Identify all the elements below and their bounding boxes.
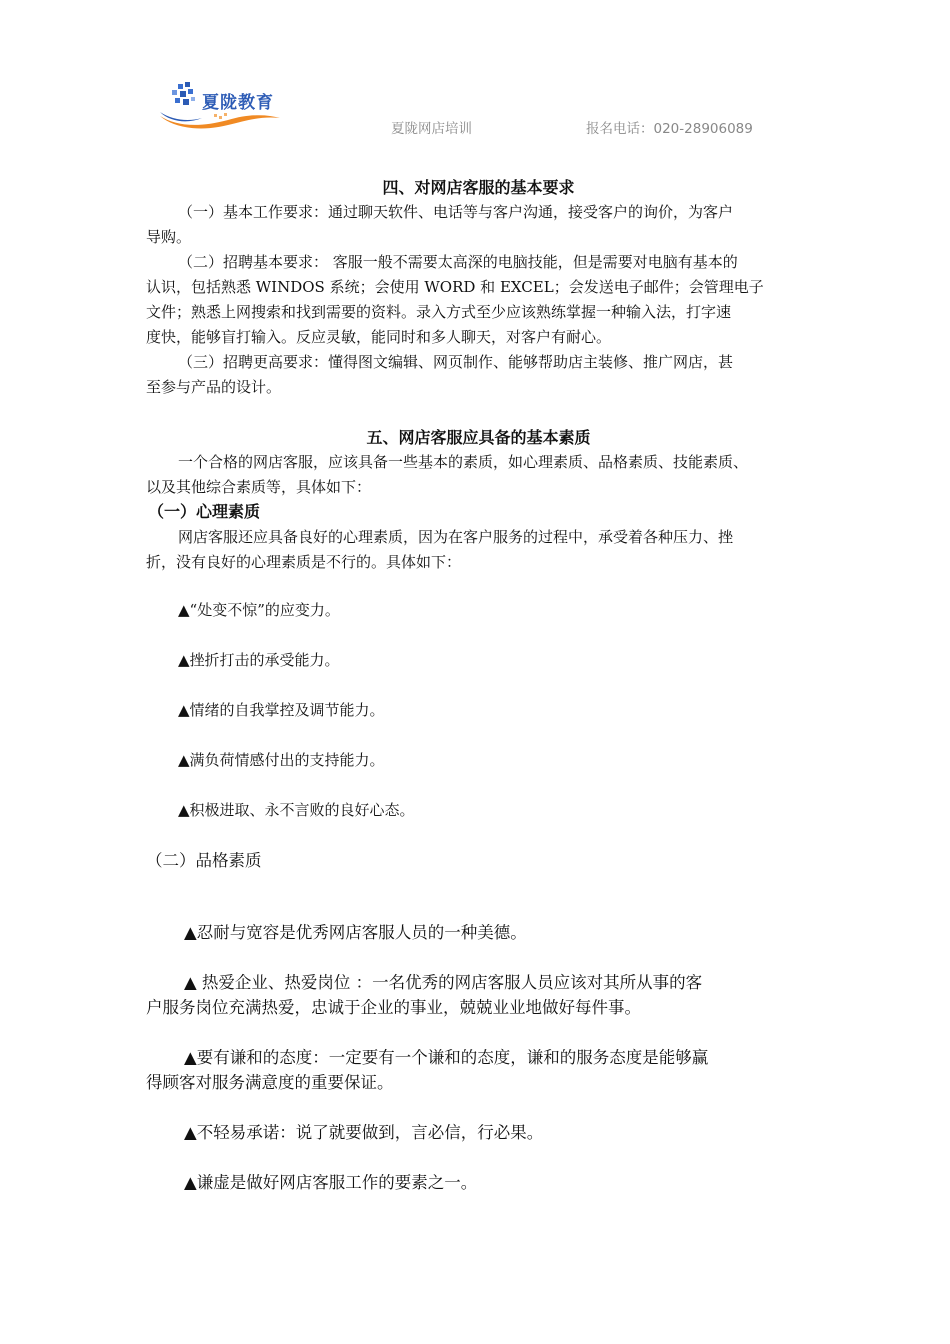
bullet-item: ▲挫折打击的承受能力。 bbox=[178, 651, 340, 669]
bullet-item: ▲忍耐与宽容是优秀网店客服人员的一种美德。 bbox=[184, 923, 527, 942]
paragraph: 度快，能够盲打输入。反应灵敏，能同时和多人聊天，对客户有耐心。 bbox=[146, 328, 612, 346]
logo-text: 夏陇教育 bbox=[202, 93, 274, 113]
page-header bbox=[0, 0, 950, 150]
paragraph: 文件；熟悉上网搜索和找到需要的资料。录入方式至少应该熟练掌握一种输入法，打字速 bbox=[146, 303, 732, 321]
bullet-item-cont: 户服务岗位充满热爱，忠诚于企业的事业，兢兢业业地做好每件事。 bbox=[146, 998, 641, 1017]
bullet-item: ▲积极进取、永不言败的良好心态。 bbox=[178, 801, 415, 819]
paragraph: （三）招聘更高要求：懂得图文编辑、网页制作、能够帮助店主装修、推广网店，甚 bbox=[178, 353, 734, 371]
paragraph: 至参与产品的设计。 bbox=[146, 378, 282, 396]
paragraph: 网店客服还应具备良好的心理素质，因为在客户服务的过程中，承受着各种压力、挫 bbox=[178, 528, 734, 546]
bullet-item: ▲谦虚是做好网店客服工作的要素之一。 bbox=[184, 1173, 478, 1192]
bullet-item: ▲“处变不惊”的应变力。 bbox=[178, 601, 340, 619]
section5-title: 五、网店客服应具备的基本素质 bbox=[366, 428, 591, 447]
psych-subtitle: （一）心理素质 bbox=[148, 502, 261, 521]
bullet-item: ▲要有谦和的态度：一定要有一个谦和的态度，谦和的服务态度是能够赢 bbox=[184, 1048, 709, 1067]
paragraph: （一）基本工作要求：通过聊天软件、电话等与客户沟通，接受客户的询价，为客户 bbox=[178, 203, 734, 221]
paragraph: （二）招聘基本要求： 客服一般不需要太高深的电脑技能，但是需要对电脑有基本的 bbox=[178, 253, 738, 271]
paragraph: 一个合格的网店客服，应该具备一些基本的素质，如心理素质、品格素质、技能素质、 bbox=[178, 453, 749, 471]
paragraph: 认识，包括熟悉 WINDOS 系统；会使用 WORD 和 EXCEL；会发送电子邮件；会管理电子 bbox=[146, 278, 764, 296]
paragraph: 导购。 bbox=[146, 228, 192, 246]
bullet-item: ▲满负荷情感付出的支持能力。 bbox=[178, 751, 385, 769]
bullet-item: ▲不轻易承诺：说了就要做到，言必信，行必果。 bbox=[184, 1123, 544, 1142]
bullet-item: ▲ 热爱企业、热爱岗位 ：一名优秀的网店客服人员应该对其所从事的客 bbox=[184, 973, 703, 992]
bullet-item-cont: 得顾客对服务满意度的重要保证。 bbox=[146, 1073, 394, 1092]
paragraph: 以及其他综合素质等，具体如下： bbox=[146, 478, 372, 496]
character-subtitle: （二）品格素质 bbox=[146, 851, 262, 870]
header-phone: 报名电话：020-28906089 bbox=[586, 121, 753, 137]
section4-title: 四、对网店客服的基本要求 bbox=[382, 178, 575, 197]
bullet-item: ▲情绪的自我掌控及调节能力。 bbox=[178, 701, 385, 719]
header-training: 夏陇网店培训 bbox=[391, 121, 472, 137]
paragraph: 折，没有良好的心理素质是不行的。具体如下： bbox=[146, 553, 462, 571]
